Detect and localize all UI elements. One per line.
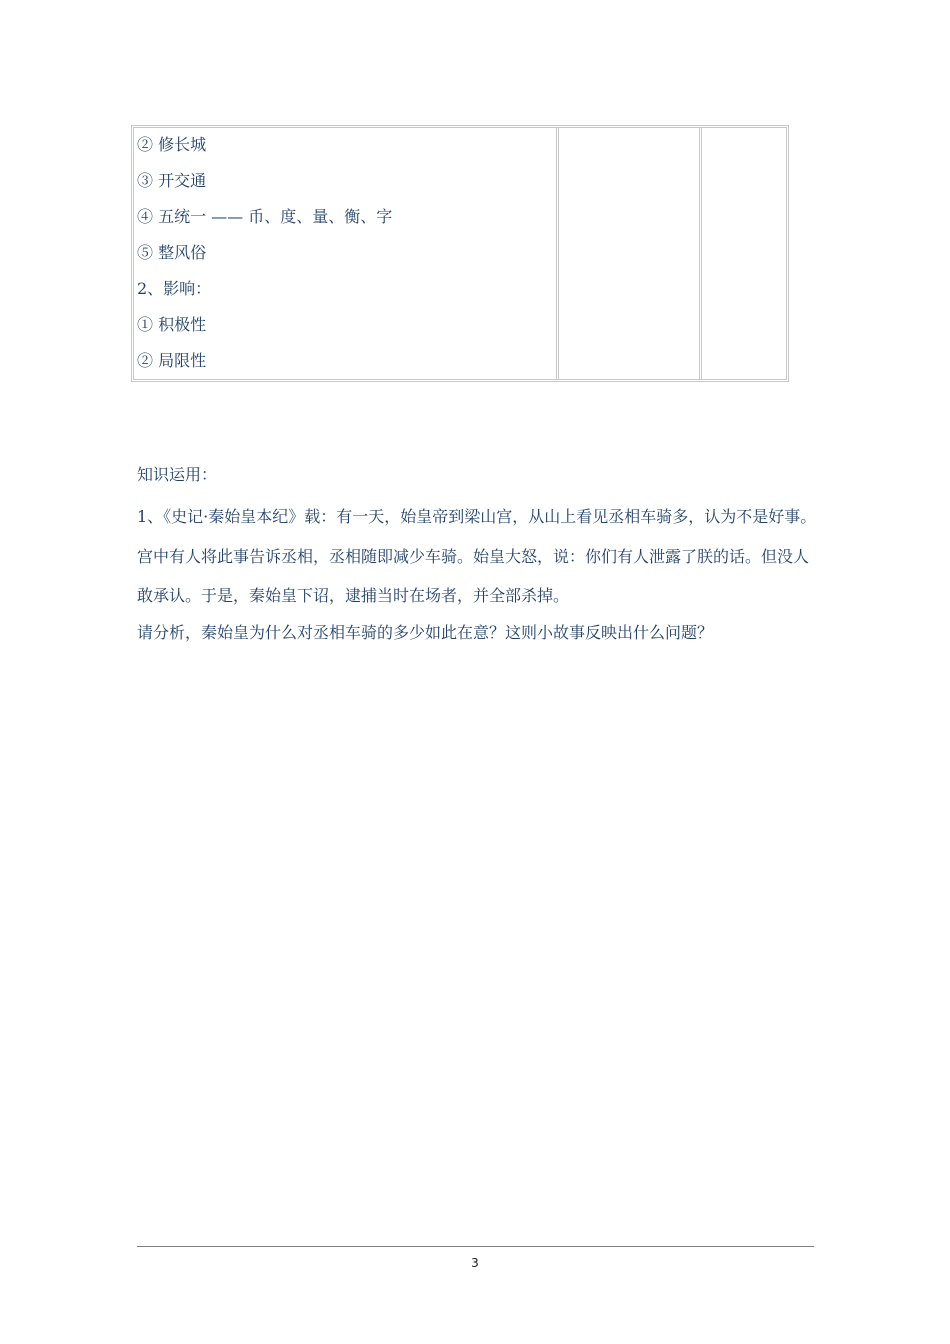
empty-cell: [559, 128, 702, 379]
content-cell: [134, 128, 559, 379]
outline-item: ② 修长城: [137, 135, 207, 154]
question-line: 1、《史记·秦始皇本纪》载：有一天，始皇帝到梁山宫，从山上看见丞相车骑多，认为不是好事。: [137, 507, 817, 526]
outline-item: ③ 开交通: [137, 171, 207, 190]
empty-cell: [702, 128, 786, 379]
outline-item: 2、影响：: [137, 279, 212, 298]
question-line: 请分析，秦始皇为什么对丞相车骑的多少如此在意？这则小故事反映出什么问题？: [137, 623, 714, 642]
question-line: 宫中有人将此事告诉丞相，丞相随即减少车骑。始皇大怒，说：你们有人泄露了朕的话。但没人: [137, 547, 810, 566]
footer-divider: [137, 1246, 814, 1247]
outline-item: ④ 五统一 —— 币、度、量、衡、字: [137, 207, 393, 226]
page-number: 3: [471, 1256, 479, 1270]
exercise-heading: 知识运用：: [137, 465, 218, 484]
outline-item: ⑤ 整风俗: [137, 243, 207, 262]
outline-item: ② 局限性: [137, 351, 207, 370]
outline-table: [131, 125, 789, 382]
outline-item: ① 积极性: [137, 315, 207, 334]
question-line: 敢承认。于是，秦始皇下诏，逮捕当时在场者，并全部杀掉。: [137, 586, 570, 605]
exercise-question: [137, 497, 827, 651]
